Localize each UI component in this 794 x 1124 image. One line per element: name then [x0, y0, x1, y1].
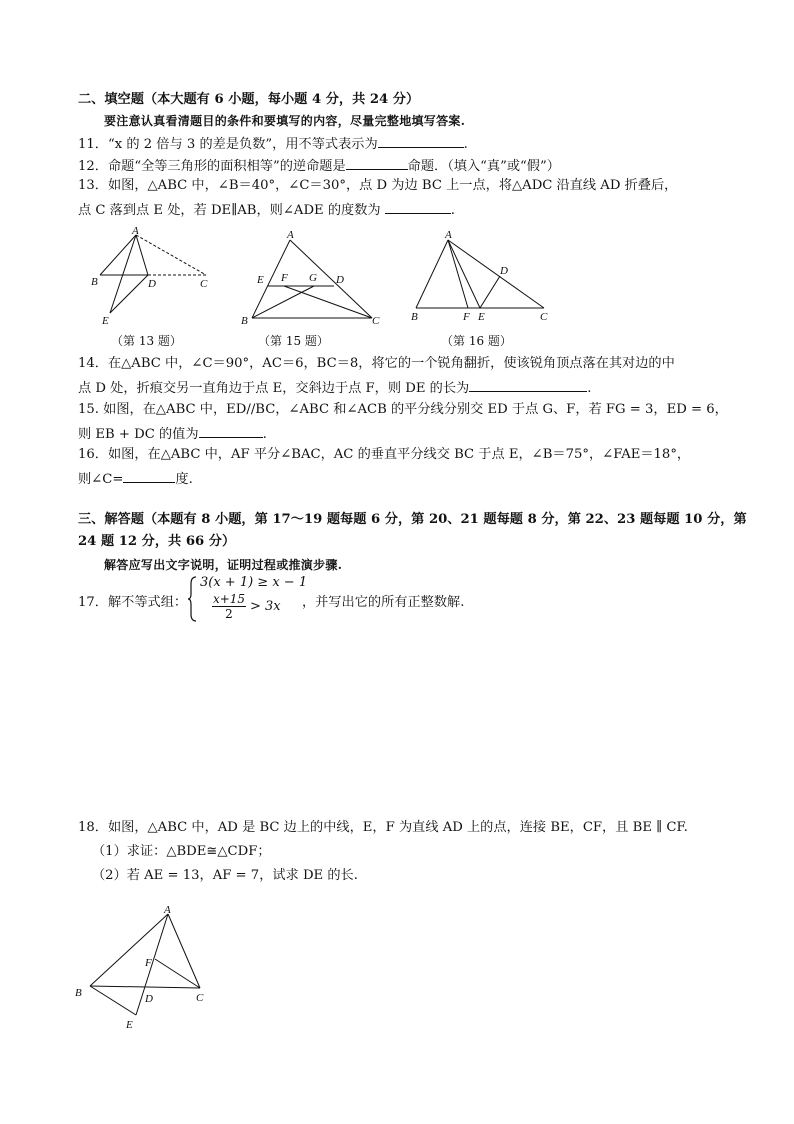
label-c: C [196, 992, 204, 1004]
q16-text: 则∠C= [78, 472, 124, 487]
question-15-line2 [78, 423, 267, 444]
question-17-prefix: 17．解不等式组： [78, 595, 188, 610]
q14-text: 点 D 处，折痕交另一直角边于点 E，交斜边于点 F，则 DE 的长为 [78, 381, 470, 396]
q13-answer-blank[interactable] [385, 199, 451, 214]
figure-13 [88, 225, 218, 330]
section-2-note: 要注意认真看清题目的条件和要填写的内容，尽量完整地填写答案. [104, 114, 466, 128]
label-e: E [257, 274, 264, 286]
label-a: A [287, 229, 294, 241]
label-a: A [164, 904, 171, 916]
q16-end: 度. [175, 472, 193, 487]
label-e: E [478, 311, 485, 323]
question-18-line1: 18．如图，△ABC 中，AD 是 BC 边上的中线，E，F 为直线 AD 上的点，连接 BE，CF，且 BE ∥ CF. [78, 820, 688, 835]
q17-suffix: ，并写出它的所有正整数解. [302, 595, 465, 610]
q11-text: 11．“x 的 2 倍与 3 的差是负数”，用不等式表示为 [78, 137, 378, 152]
section-3-title-line1: 三、解答题（本题有 8 小题，第 17～19 题每题 6 分，第 20、21 题每题 8 分，第 22、23 题每题 10 分，第 [78, 512, 747, 527]
q12-text-end: 命题．（填入“真”或“假”） [407, 159, 560, 174]
label-b: B [241, 315, 248, 327]
label-f: F [281, 272, 288, 284]
caption-15: （第 15 题） [258, 334, 329, 348]
section-3-note: 解答应写出文字说明，证明过程或推演步骤. [104, 558, 343, 572]
q11-answer-blank[interactable] [378, 133, 464, 148]
question-14-line2 [78, 377, 591, 398]
q17-eq2-numerator: x+15 [212, 592, 246, 606]
q13-text: 点 C 落到点 E 处，若 DE∥AB，则∠ADE 的度数为 [78, 203, 381, 218]
label-c: C [540, 311, 548, 323]
label-d: D [500, 265, 508, 277]
label-g: G [309, 272, 317, 284]
figure-16 [406, 226, 556, 328]
q15-answer-blank[interactable] [199, 423, 263, 438]
label-b: B [91, 276, 98, 288]
q13-end: . [450, 203, 455, 218]
label-d: D [148, 278, 156, 290]
q15-end: . [262, 427, 267, 442]
label-f: F [463, 311, 470, 323]
q12-answer-blank[interactable] [346, 155, 408, 170]
label-b: B [75, 987, 82, 999]
question-18-part1: （1）求证：△BDE≅△CDF； [92, 844, 271, 859]
label-b: B [411, 311, 418, 323]
label-a: A [132, 225, 139, 237]
label-d: D [145, 993, 153, 1005]
label-f: F [145, 957, 152, 969]
q15-text: 则 EB + DC 的值为 [78, 427, 199, 442]
question-18-part2: （2）若 AE = 13，AF = 7，试求 DE 的长. [92, 868, 358, 883]
q17-eq2-rest: > 3x [250, 599, 281, 614]
caption-16: （第 16 题） [441, 334, 512, 348]
label-d: D [336, 274, 344, 286]
section-2-title: 二、填空题（本大题有 6 小题，每小题 4 分，共 24 分） [78, 92, 420, 107]
question-16-line2 [78, 468, 193, 489]
q12-text: 12．命题“全等三角形的面积相等”的逆命题是 [78, 159, 346, 174]
left-brace-icon [188, 576, 198, 622]
question-11 [78, 133, 468, 154]
q17-eq1: 3(x + 1) ≥ x − 1 [200, 575, 308, 590]
question-13-line2 [78, 199, 455, 220]
q16-answer-blank[interactable] [123, 468, 175, 483]
section-3-title-line2: 24 题 12 分，共 66 分） [78, 534, 236, 549]
figure-18 [70, 900, 220, 1035]
label-e: E [126, 1019, 133, 1031]
figure-15 [232, 226, 387, 328]
caption-13: （第 13 题） [111, 334, 182, 348]
q14-answer-blank[interactable] [469, 377, 587, 392]
q14-end: . [587, 381, 592, 396]
question-15-line1: 15. 如图，在△ABC 中，ED//BC，∠ABC 和∠ACB 的平分线分别交 ED 于点 G、F，若 FG = 3，ED = 6， [78, 402, 728, 417]
label-a: A [445, 229, 452, 241]
q17-eq2-denominator: 2 [225, 607, 233, 621]
q11-end: . [463, 137, 468, 152]
question-13-line1: 13．如图，△ABC 中，∠B＝40°，∠C＝30°，点 D 为边 BC 上一点，将△ADC 沿直线 AD 折叠后， [78, 178, 678, 193]
label-e: E [102, 315, 109, 327]
question-14-line1: 14．在△ABC 中，∠C＝90°，AC＝6，BC＝8，将它的一个锐角翻折，使该锐角顶点落在其对边的中 [78, 356, 675, 371]
label-c: C [372, 315, 380, 327]
label-c: C [200, 278, 208, 290]
question-12 [78, 155, 560, 176]
question-16-line1: 16．如图，在△ABC 中，AF 平分∠BAC，AC 的垂直平分线交 BC 于点 E，∠B＝75°，∠FAE＝18°， [78, 447, 691, 462]
